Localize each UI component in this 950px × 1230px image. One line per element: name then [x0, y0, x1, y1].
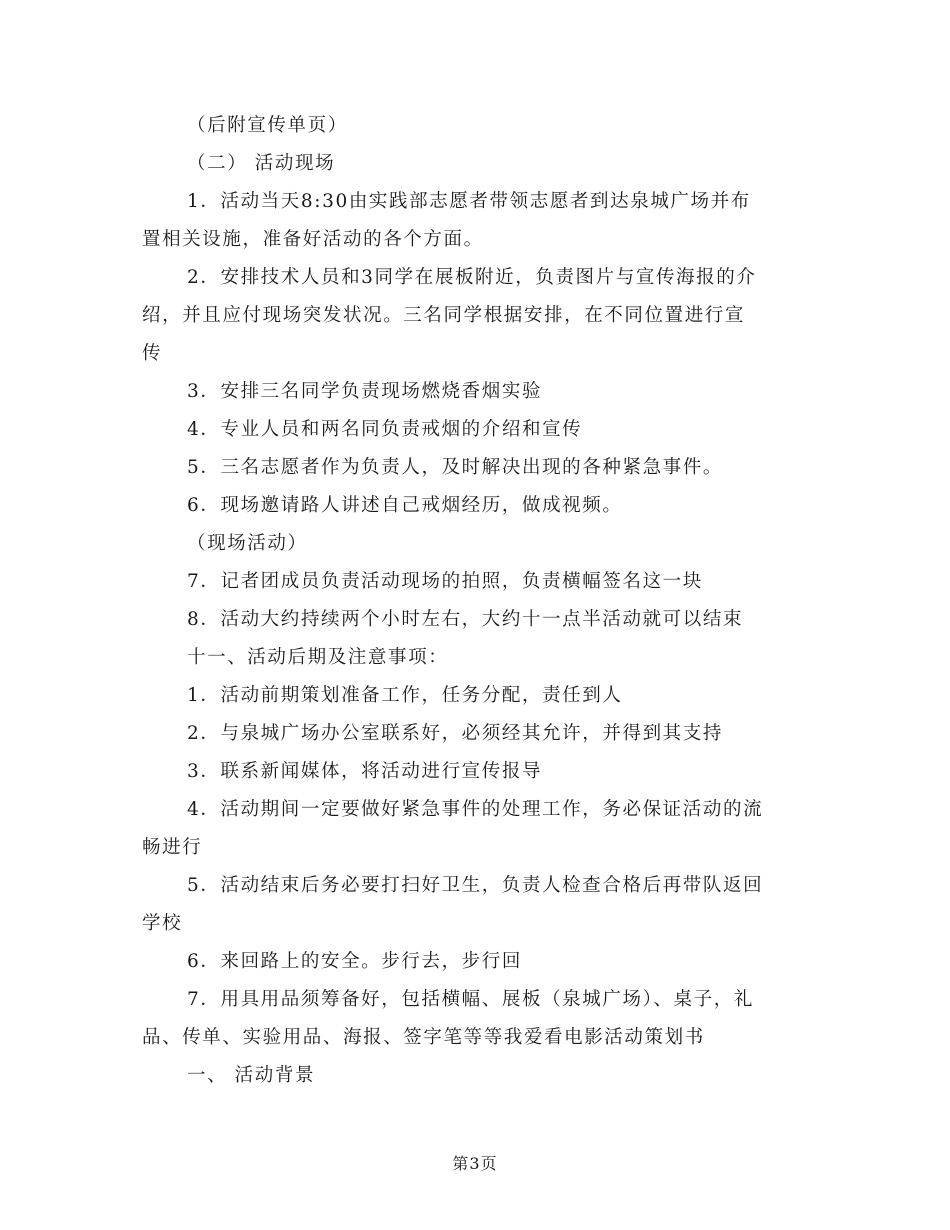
text-line: （后附宣传单页） [187, 115, 348, 136]
text-line: （现场活动） [187, 533, 308, 554]
text-line: 绍，并且应付现场突发状况。三名同学根据安排，在不同位置进行宣 [142, 305, 746, 326]
section-heading: （二） 活动现场 [187, 153, 336, 174]
text-line: 2．安排技术人员和3同学在展板附近，负责图片与宣传海报的介 [187, 267, 757, 288]
text-line: 8．活动大约持续两个小时左右，大约十一点半活动就可以结束 [187, 609, 744, 630]
text-line: 5．三名志愿者作为负责人，及时解决出现的各种紧急事件。 [187, 457, 723, 478]
text-line: 3．安排三名同学负责现场燃烧香烟实验 [187, 381, 543, 402]
text-line: 5．活动结束后务必要打扫好卫生，负责人检查合格后再带队返回 [187, 875, 764, 896]
text-line: 2．与泉城广场办公室联系好，必须经其允许，并得到其支持 [187, 723, 723, 744]
page-number: 第3页 [452, 1154, 498, 1173]
text-line: 4．活动期间一定要做好紧急事件的处理工作，务必保证活动的流 [187, 799, 764, 820]
text-line: 4．专业人员和两名同负责戒烟的介绍和宣传 [187, 419, 583, 440]
text-line: 品、传单、实验用品、海报、签字笔等等我爱看电影活动策划书 [142, 1027, 705, 1048]
text-line: 6．来回路上的安全。步行去，步行回 [187, 951, 522, 972]
text-line: 畅进行 [142, 837, 203, 858]
text-line: 7．记者团成员负责活动现场的拍照，负责横幅签名这一块 [187, 571, 703, 592]
section-heading: 十一、活动后期及注意事项： [187, 647, 449, 668]
text-line: 3．联系新闻媒体，将活动进行宣传报导 [187, 761, 543, 782]
text-line: 1．活动前期策划准备工作，任务分配，责任到人 [187, 685, 623, 706]
section-heading: 一、 活动背景 [187, 1065, 316, 1086]
text-line: 7．用具用品须筹备好，包括横幅、展板（泉城广场）、桌子，礼 [187, 989, 754, 1010]
text-line: 6．现场邀请路人讲述自己戒烟经历，做成视频。 [187, 495, 623, 516]
text-line: 置相关设施，准备好活动的各个方面。 [142, 229, 484, 250]
text-line: 学校 [142, 913, 183, 934]
text-line: 传 [142, 343, 163, 364]
text-line: 1．活动当天8:30由实践部志愿者带领志愿者到达泉城广场并布 [187, 191, 751, 212]
